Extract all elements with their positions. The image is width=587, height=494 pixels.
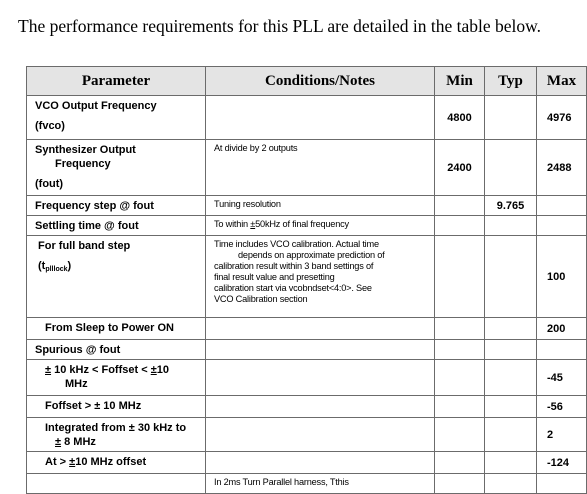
- max-cell: 100: [537, 236, 587, 318]
- min-cell: [435, 474, 485, 494]
- cond-cell: [206, 418, 435, 452]
- param-cell: [27, 474, 206, 494]
- typ-cell: [485, 396, 537, 418]
- typ-cell: [485, 140, 537, 196]
- min-cell: [435, 216, 485, 236]
- max-cell: -45: [537, 360, 587, 396]
- max-cell: [537, 216, 587, 236]
- min-cell: [435, 360, 485, 396]
- param-cell: Foffset > ± 10 MHz: [27, 396, 206, 418]
- header-max: Max: [537, 67, 587, 96]
- typ-cell: 9.765: [485, 196, 537, 216]
- header-conditions: Conditions/Notes: [206, 67, 435, 96]
- param-cell: From Sleep to Power ON: [27, 318, 206, 340]
- table-row: [27, 452, 587, 474]
- min-cell: [435, 318, 485, 340]
- typ-cell: [485, 216, 537, 236]
- header-parameter: Parameter: [27, 67, 206, 96]
- param-cell: Integrated from ± 30 kHz to ± 8 MHz: [27, 418, 206, 452]
- cond-cell: [206, 340, 435, 360]
- typ-cell: [485, 452, 537, 474]
- min-cell: [435, 236, 485, 318]
- cond-cell: [206, 396, 435, 418]
- pll-spec-table: [26, 66, 587, 494]
- cond-cell: Tuning resolution: [206, 196, 435, 216]
- table-row: [27, 318, 587, 340]
- max-cell: 200: [537, 318, 587, 340]
- cond-cell: To within ±50kHz of final frequency: [206, 216, 435, 236]
- max-cell: [537, 196, 587, 216]
- max-cell: 2: [537, 418, 587, 452]
- min-cell: [435, 196, 485, 216]
- cond-cell: In 2ms Turn Parallel harness, Tthis: [206, 474, 435, 494]
- table-row: [27, 340, 587, 360]
- table-row: [27, 196, 587, 216]
- typ-cell: [485, 236, 537, 318]
- param-cell: VCO Output Frequency (fvco): [27, 96, 206, 140]
- cond-cell: [206, 96, 435, 140]
- param-cell: ± 10 kHz < Foffset < ±10 MHz: [27, 360, 206, 396]
- typ-cell: [485, 318, 537, 340]
- param-cell: At > ±10 MHz offset: [27, 452, 206, 474]
- table-row: [27, 236, 587, 318]
- cond-cell: At divide by 2 outputs: [206, 140, 435, 196]
- max-cell: -124: [537, 452, 587, 474]
- max-cell: 2488: [537, 140, 587, 196]
- cond-cell: [206, 318, 435, 340]
- min-cell: [435, 340, 485, 360]
- param-cell: Frequency step @ fout: [27, 196, 206, 216]
- table-row: [27, 396, 587, 418]
- table-row: [27, 96, 587, 140]
- header-min: Min: [435, 67, 485, 96]
- min-cell: 2400: [435, 140, 485, 196]
- cond-cell: [206, 360, 435, 396]
- typ-cell: [485, 474, 537, 494]
- intro-text: The performance requirements for this PLL are detailed in the table below.: [18, 16, 542, 36]
- param-cell: Settling time @ fout: [27, 216, 206, 236]
- table-header-row: [27, 67, 587, 96]
- max-cell: [537, 474, 587, 494]
- table-row: [27, 360, 587, 396]
- table-row: [27, 474, 587, 494]
- max-cell: 4976: [537, 96, 587, 140]
- param-cell: For full band step $(t_{plllock})$: [27, 236, 206, 318]
- min-cell: [435, 396, 485, 418]
- table-row: [27, 140, 587, 196]
- min-cell: 4800: [435, 96, 485, 140]
- cond-cell: Time includes VCO calibration. Actual time depends on approximate prediction of calibration result within 3 band settings of final result value and presetting calibration start via vcobndset<4:0>. See VCO Calibration section: [206, 236, 435, 318]
- param-cell: Synthesizer Output Frequency (fout): [27, 140, 206, 196]
- table-row: [27, 216, 587, 236]
- min-cell: [435, 418, 485, 452]
- param-cell: Spurious @ fout: [27, 340, 206, 360]
- typ-cell: [485, 340, 537, 360]
- min-cell: [435, 452, 485, 474]
- typ-cell: [485, 360, 537, 396]
- max-cell: -56: [537, 396, 587, 418]
- max-cell: [537, 340, 587, 360]
- cond-cell: [206, 452, 435, 474]
- header-typ: Typ: [485, 67, 537, 96]
- typ-cell: [485, 418, 537, 452]
- typ-cell: [485, 96, 537, 140]
- table-row: [27, 418, 587, 452]
